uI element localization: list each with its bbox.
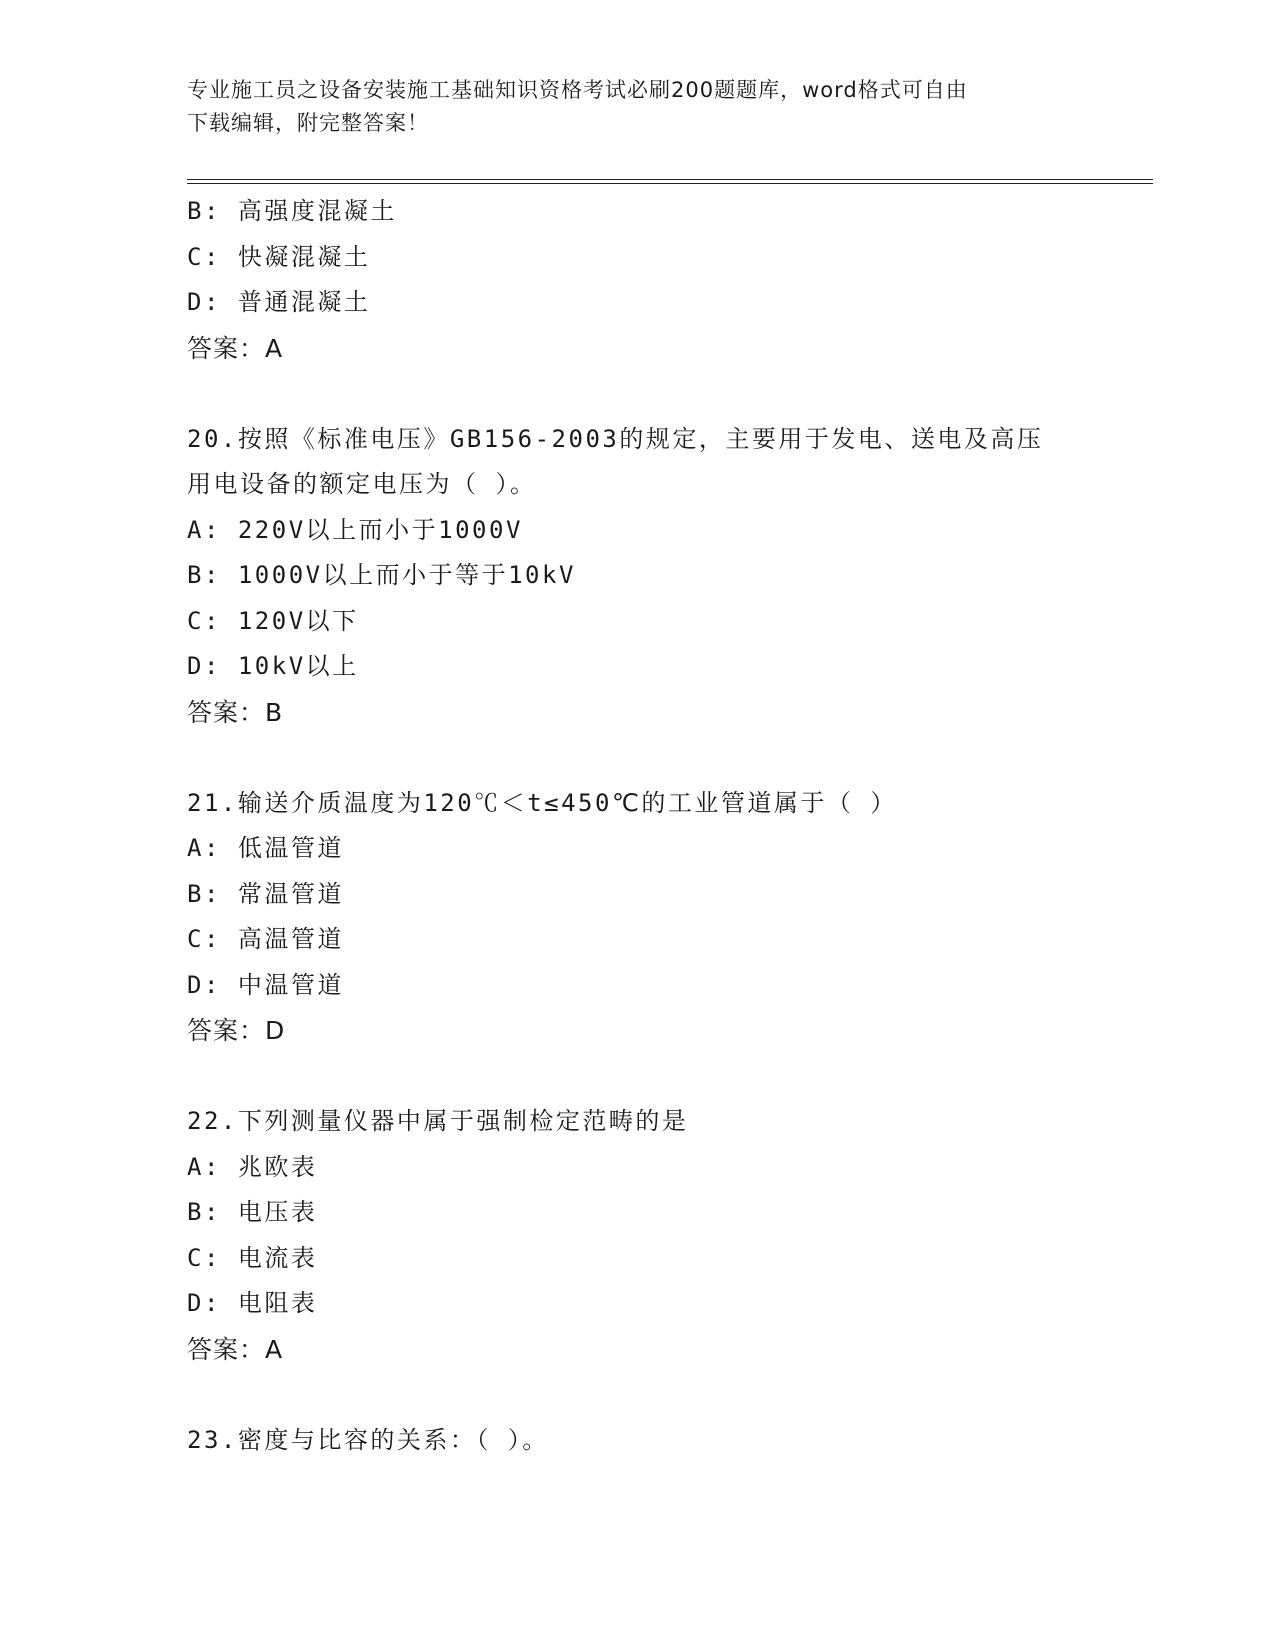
document-body xyxy=(187,189,1147,1463)
answer-line: 答案：B xyxy=(187,697,284,727)
option-c: C: 120V以下 xyxy=(187,606,359,635)
header-rule-top xyxy=(187,179,1153,180)
option-d: D: 10kV以上 xyxy=(187,652,359,680)
spacer xyxy=(187,1054,1147,1100)
option-d: D: 中温管道 xyxy=(187,970,344,999)
option-c: C: 高温管道 xyxy=(187,925,344,953)
option-c: C: 快凝混凝土 xyxy=(187,242,371,271)
question-stem: 用电设备的额定电压为（ ）。 xyxy=(187,470,537,498)
spacer xyxy=(187,1372,1147,1418)
question-stem: 21.输送介质温度为120℃＜t≤450℃的工业管道属于（ ） xyxy=(187,788,897,817)
question-stem: 20.按照《标准电压》GB156-2003的规定，主要用于发电、送电及高压 xyxy=(187,424,1044,453)
answer-line: 答案：D xyxy=(187,1016,286,1045)
header-rule-bottom xyxy=(187,183,1153,184)
question-23 xyxy=(187,1418,1147,1464)
option-b: B: 1000V以上而小于等于10kV xyxy=(187,561,576,589)
option-a: A: 兆欧表 xyxy=(187,1152,318,1181)
question-stem: 23.密度与比容的关系：（ ）。 xyxy=(187,1425,549,1454)
option-a: A: 低温管道 xyxy=(187,834,344,862)
question-21 xyxy=(187,781,1147,1054)
page-header xyxy=(187,74,1067,140)
header-line-1: 专业施工员之设备安装施工基础知识资格考试必刷200题题库，word格式可自由 xyxy=(187,78,968,102)
question-fragment xyxy=(187,189,1147,371)
question-22 xyxy=(187,1099,1147,1372)
answer-line: 答案：A xyxy=(187,1334,284,1364)
header-line-2: 下载编辑，附完整答案！ xyxy=(187,111,429,135)
option-b: B: 高强度混凝土 xyxy=(187,197,397,225)
spacer xyxy=(187,371,1147,417)
option-c: C: 电流表 xyxy=(187,1243,318,1272)
option-a: A: 220V以上而小于1000V xyxy=(187,515,523,544)
option-d: D: 电阻表 xyxy=(187,1289,318,1317)
question-20 xyxy=(187,417,1147,736)
spacer xyxy=(187,735,1147,781)
option-b: B: 电压表 xyxy=(187,1198,318,1226)
option-d: D: 普通混凝土 xyxy=(187,288,371,316)
option-b: B: 常温管道 xyxy=(187,879,344,908)
answer-line: 答案：A xyxy=(187,333,284,363)
question-stem: 22.下列测量仪器中属于强制检定范畴的是 xyxy=(187,1107,689,1135)
